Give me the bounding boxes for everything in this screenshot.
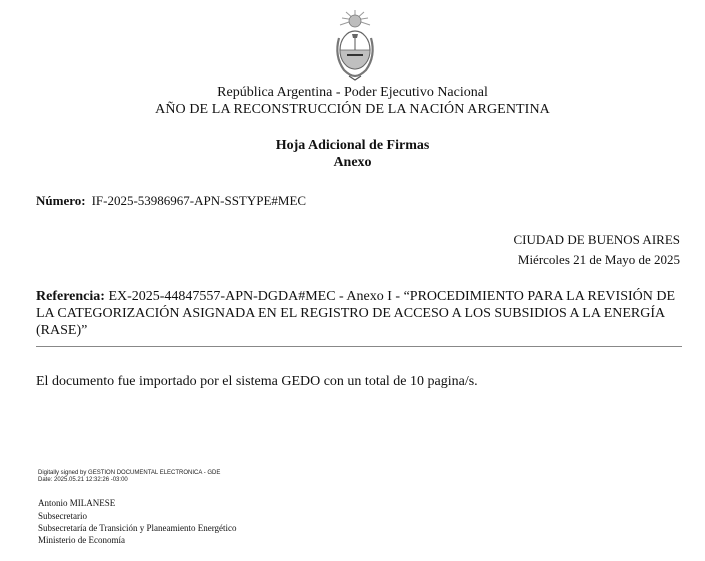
document-subtitle: Anexo — [333, 155, 372, 170]
header-line-2: AÑO DE LA RECONSTRUCCIÓN DE LA NACIÓN ARGENTINA — [155, 102, 550, 117]
signer-position: Subsecretario — [38, 511, 87, 521]
body-text: El documento fue importado por el sistema GEDO con un total de 10 pagina/s. — [36, 374, 478, 389]
signer-ministry: Ministerio de Economía — [38, 535, 125, 545]
reference-label: Referencia: — [36, 289, 105, 304]
document-number-value: IF-2025-53986967-APN-SSTYPE#MEC — [91, 193, 307, 208]
reference — [36, 288, 681, 339]
document-title: Hoja Adicional de Firmas — [275, 138, 430, 153]
place: CIUDAD DE BUENOS AIRES — [513, 232, 680, 247]
argentina-coat-of-arms-icon — [330, 8, 380, 84]
signer-name: Antonio MILANESE — [38, 498, 116, 508]
digital-signature-line-1: Digitally signed by GESTION DOCUMENTAL ELECTRONICA - GDE — [38, 470, 221, 476]
signer-office: Subsecretaría de Transición y Planeamiento Energético — [38, 523, 237, 533]
document-number-label: Número: — [36, 193, 86, 208]
document-number — [36, 193, 306, 209]
digital-signature-date: Date: 2025.05.21 12:32:26 -03:00 — [38, 477, 128, 483]
date: Miércoles 21 de Mayo de 2025 — [517, 252, 680, 267]
divider — [36, 346, 682, 347]
reference-text: EX-2025-44847557-APN-DGDA#MEC - Anexo I - “PROCEDIMIENTO PARA LA REVISIÓN DE LA CATEGORIZACIÓN ASIGNADA EN EL REGISTRO DE ACCESO A LOS SUBSIDIOS A LA ENERGÍA (RASE)” — [36, 289, 676, 338]
header-line-1: República Argentina - Poder Ejecutivo Nacional — [217, 85, 488, 100]
